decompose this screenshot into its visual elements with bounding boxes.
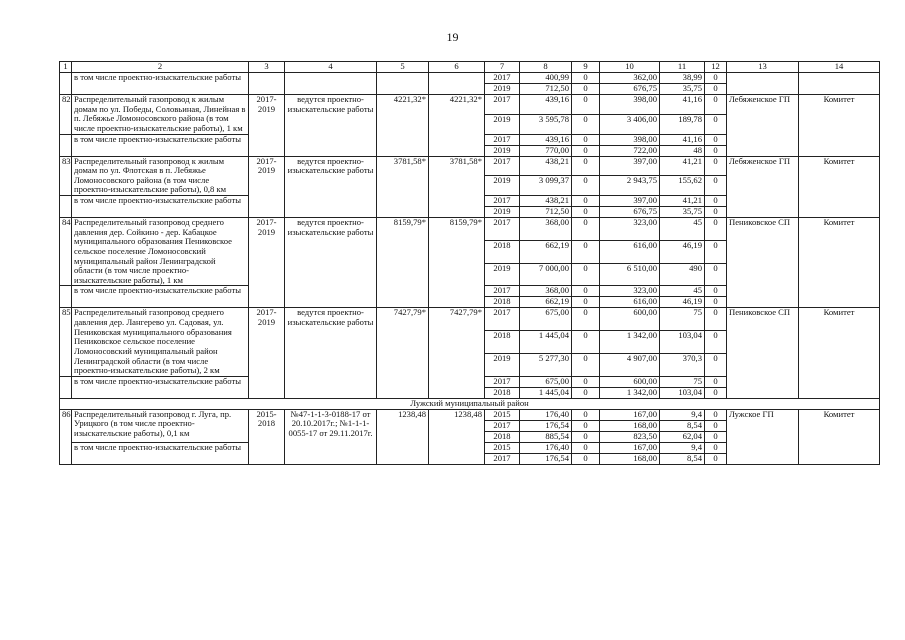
- total-cell: 438,21: [520, 196, 572, 207]
- column-number: 7: [485, 62, 520, 73]
- other-cell: 0: [705, 409, 727, 420]
- regional-cell: 2 943,75: [600, 176, 660, 196]
- federal-cell: 0: [572, 387, 600, 398]
- period-cell: 2017-2019: [249, 156, 285, 218]
- customer-cell: Комитет: [799, 308, 880, 398]
- total-cell: 1 445,04: [520, 331, 572, 354]
- cost-cell: 8159,79*: [377, 218, 429, 308]
- municipality-cell: Лебяженское ГП: [727, 156, 799, 218]
- table-row: [60, 218, 880, 241]
- total-cell: 5 277,30: [520, 353, 572, 376]
- table-row: [60, 156, 880, 176]
- federal-cell: 0: [572, 263, 600, 286]
- other-cell: 0: [705, 95, 727, 115]
- object-name: Распределительный газопровод среднего давления дер. Сойкино - дер. Кабацкое муниципального образования Пениковское сельское поселение Ломоносовский муниципальный район Ленинградской области (в том числе проектно-изыскательские работы), 1 км: [72, 218, 249, 286]
- customer-cell: Комитет: [799, 95, 880, 157]
- total-cell: 400,99: [520, 73, 572, 84]
- column-number-row: [60, 62, 880, 73]
- federal-cell: 0: [572, 134, 600, 145]
- regional-cell: 362,00: [600, 73, 660, 84]
- regional-cell: 616,00: [600, 240, 660, 263]
- federal-cell: 0: [572, 286, 600, 297]
- period-cell: 2017-2019: [249, 95, 285, 157]
- row-number: [60, 286, 72, 308]
- total-cell: 438,21: [520, 156, 572, 176]
- regional-cell: 1 342,00: [600, 387, 660, 398]
- other-cell: 0: [705, 286, 727, 297]
- cost-remaining-cell: 8159,79*: [429, 218, 485, 308]
- year-cell: 2017: [485, 376, 520, 387]
- regional-cell: 168,00: [600, 453, 660, 464]
- other-cell: 0: [705, 240, 727, 263]
- federal-cell: 0: [572, 156, 600, 176]
- other-cell: 0: [705, 263, 727, 286]
- year-cell: 2017: [485, 308, 520, 331]
- total-cell: 675,00: [520, 376, 572, 387]
- year-cell: 2019: [485, 84, 520, 95]
- other-cell: 0: [705, 218, 727, 241]
- federal-cell: 0: [572, 176, 600, 196]
- status-cell: ведутся проектно-изыскательские работы: [285, 156, 377, 218]
- total-cell: 176,40: [520, 442, 572, 453]
- other-cell: 0: [705, 431, 727, 442]
- local-cell: 62,04: [660, 431, 705, 442]
- column-number: 2: [72, 62, 249, 73]
- federal-cell: 0: [572, 73, 600, 84]
- local-cell: 103,04: [660, 331, 705, 354]
- object-name: в том числе проектно-изыскательские работы: [72, 73, 249, 95]
- row-number: 85: [60, 308, 72, 376]
- status-cell: ведутся проектно-изыскательские работы: [285, 218, 377, 308]
- other-cell: 0: [705, 84, 727, 95]
- other-cell: 0: [705, 353, 727, 376]
- column-number: 12: [705, 62, 727, 73]
- row-number: [60, 376, 72, 398]
- regional-cell: 4 907,00: [600, 353, 660, 376]
- total-cell: 675,00: [520, 308, 572, 331]
- row-number: 83: [60, 156, 72, 196]
- total-cell: 176,40: [520, 409, 572, 420]
- total-cell: 885,54: [520, 431, 572, 442]
- local-cell: 155,62: [660, 176, 705, 196]
- local-cell: 35,75: [660, 84, 705, 95]
- period-cell: 2017-2019: [249, 308, 285, 398]
- column-number: 4: [285, 62, 377, 73]
- regional-cell: 167,00: [600, 442, 660, 453]
- cost-remaining-cell: 1238,48: [429, 409, 485, 464]
- local-cell: 46,19: [660, 240, 705, 263]
- year-cell: 2017: [485, 95, 520, 115]
- regional-cell: 398,00: [600, 134, 660, 145]
- other-cell: 0: [705, 442, 727, 453]
- other-cell: 0: [705, 308, 727, 331]
- local-cell: 9,4: [660, 409, 705, 420]
- year-cell: 2017: [485, 196, 520, 207]
- year-cell: 2019: [485, 263, 520, 286]
- total-cell: 712,50: [520, 84, 572, 95]
- federal-cell: 0: [572, 114, 600, 134]
- customer-cell: Комитет: [799, 409, 880, 464]
- cost-cell: [377, 73, 429, 95]
- year-cell: 2017: [485, 420, 520, 431]
- customer-cell: Комитет: [799, 156, 880, 218]
- column-number: 6: [429, 62, 485, 73]
- local-cell: 45: [660, 286, 705, 297]
- federal-cell: 0: [572, 453, 600, 464]
- municipality-cell: Пениковское СП: [727, 218, 799, 308]
- federal-cell: 0: [572, 308, 600, 331]
- local-cell: 48: [660, 145, 705, 156]
- other-cell: 0: [705, 73, 727, 84]
- year-cell: 2019: [485, 353, 520, 376]
- regional-cell: 398,00: [600, 95, 660, 115]
- cost-remaining-cell: 4221,32*: [429, 95, 485, 157]
- local-cell: 8,54: [660, 420, 705, 431]
- regional-cell: 600,00: [600, 376, 660, 387]
- other-cell: 0: [705, 114, 727, 134]
- regional-cell: 676,75: [600, 84, 660, 95]
- year-cell: 2019: [485, 176, 520, 196]
- federal-cell: 0: [572, 376, 600, 387]
- year-cell: 2017: [485, 286, 520, 297]
- status-cell: №47-1-1-3-0188-17 от 20.10.2017г.; №1-1-1-0055-17 от 29.11.2017г.: [285, 409, 377, 464]
- period-cell: 2017-2019: [249, 218, 285, 308]
- object-name: Распределительный газопровод к жилым домам по ул. Флотская в п. Лебяжье Ломоносовского района (в том числе проектно-изыскательские работы), 0,8 км: [72, 156, 249, 196]
- cost-cell: 3781,58*: [377, 156, 429, 218]
- cost-remaining-cell: [429, 73, 485, 95]
- other-cell: 0: [705, 156, 727, 176]
- regional-cell: 323,00: [600, 218, 660, 241]
- object-name: в том числе проектно-изыскательские работы: [72, 134, 249, 156]
- status-cell: ведутся проектно-изыскательские работы: [285, 308, 377, 398]
- regional-cell: 823,50: [600, 431, 660, 442]
- row-number: 84: [60, 218, 72, 286]
- year-cell: 2018: [485, 240, 520, 263]
- object-name: в том числе проектно-изыскательские работы: [72, 286, 249, 308]
- object-name: Распределительный газопровод г. Луга, пр. Урицкого (в том числе проектно-изыскательские работы), 0,1 км: [72, 409, 249, 442]
- cost-remaining-cell: 7427,79*: [429, 308, 485, 398]
- regional-cell: 397,00: [600, 196, 660, 207]
- federal-cell: 0: [572, 218, 600, 241]
- local-cell: 9,4: [660, 442, 705, 453]
- row-number: [60, 134, 72, 156]
- cost-cell: 7427,79*: [377, 308, 429, 398]
- regional-cell: 3 406,00: [600, 114, 660, 134]
- total-cell: 3 595,78: [520, 114, 572, 134]
- other-cell: 0: [705, 453, 727, 464]
- local-cell: 35,75: [660, 207, 705, 218]
- federal-cell: 0: [572, 409, 600, 420]
- year-cell: 2018: [485, 431, 520, 442]
- year-cell: 2018: [485, 297, 520, 308]
- federal-cell: 0: [572, 207, 600, 218]
- local-cell: 490: [660, 263, 705, 286]
- other-cell: 0: [705, 134, 727, 145]
- local-cell: 75: [660, 376, 705, 387]
- year-cell: 2015: [485, 409, 520, 420]
- object-name: Распределительный газопровод к жилым домам по ул. Победы, Соловьиная, Линейная в п. Лебяжье Ломоносовского района (в том числе проектно-изыскательские работы), 1 км: [72, 95, 249, 135]
- federal-cell: 0: [572, 196, 600, 207]
- federal-cell: 0: [572, 145, 600, 156]
- column-number: 8: [520, 62, 572, 73]
- total-cell: 712,50: [520, 207, 572, 218]
- federal-cell: 0: [572, 353, 600, 376]
- local-cell: 8,54: [660, 453, 705, 464]
- year-cell: 2017: [485, 218, 520, 241]
- customer-cell: [799, 73, 880, 95]
- regional-cell: 600,00: [600, 308, 660, 331]
- federal-cell: 0: [572, 95, 600, 115]
- table-row: [60, 308, 880, 331]
- total-cell: 662,19: [520, 297, 572, 308]
- local-cell: 41,16: [660, 134, 705, 145]
- status-cell: [285, 73, 377, 95]
- regional-cell: 168,00: [600, 420, 660, 431]
- table-row: [60, 95, 880, 115]
- cost-cell: 1238,48: [377, 409, 429, 464]
- total-cell: 439,16: [520, 134, 572, 145]
- year-cell: 2019: [485, 207, 520, 218]
- regional-cell: 6 510,00: [600, 263, 660, 286]
- federal-cell: 0: [572, 431, 600, 442]
- municipality-cell: [727, 73, 799, 95]
- total-cell: 439,16: [520, 95, 572, 115]
- total-cell: 662,19: [520, 240, 572, 263]
- customer-cell: Комитет: [799, 218, 880, 308]
- column-number: 14: [799, 62, 880, 73]
- column-number: 5: [377, 62, 429, 73]
- federal-cell: 0: [572, 331, 600, 354]
- local-cell: 41,21: [660, 196, 705, 207]
- object-name: в том числе проектно-изыскательские работы: [72, 376, 249, 398]
- municipality-cell: Пениковское СП: [727, 308, 799, 398]
- investment-program-table: [59, 61, 880, 465]
- period-cell: [249, 73, 285, 95]
- regional-cell: 397,00: [600, 156, 660, 176]
- federal-cell: 0: [572, 84, 600, 95]
- local-cell: 103,04: [660, 387, 705, 398]
- object-name: Распределительный газопровод среднего давления дер. Лангерево ул. Садовая, ул. Пениковская муниципального образования Пениковское сельское поселение Ломоносовский муниципальный район Ленинградской области (в том числе проектно-изыскательские работы), 2 км: [72, 308, 249, 376]
- row-number: 82: [60, 95, 72, 135]
- table-row: [60, 409, 880, 420]
- year-cell: 2015: [485, 442, 520, 453]
- district-name: Лужский муниципальный район: [60, 398, 880, 409]
- municipality-cell: Лужское ГП: [727, 409, 799, 464]
- local-cell: 370,3: [660, 353, 705, 376]
- row-number: [60, 73, 72, 95]
- row-number: [60, 196, 72, 218]
- year-cell: 2019: [485, 114, 520, 134]
- regional-cell: 323,00: [600, 286, 660, 297]
- year-cell: 2018: [485, 331, 520, 354]
- local-cell: 46,19: [660, 297, 705, 308]
- status-cell: ведутся проектно-изыскательские работы: [285, 95, 377, 157]
- other-cell: 0: [705, 145, 727, 156]
- total-cell: 368,00: [520, 286, 572, 297]
- regional-cell: 167,00: [600, 409, 660, 420]
- column-number: 10: [600, 62, 660, 73]
- other-cell: 0: [705, 176, 727, 196]
- period-cell: 2015-2018: [249, 409, 285, 464]
- federal-cell: 0: [572, 240, 600, 263]
- regional-cell: 676,75: [600, 207, 660, 218]
- local-cell: 45: [660, 218, 705, 241]
- local-cell: 41,21: [660, 156, 705, 176]
- year-cell: 2019: [485, 145, 520, 156]
- regional-cell: 1 342,00: [600, 331, 660, 354]
- row-number: 86: [60, 409, 72, 464]
- column-number: 1: [60, 62, 72, 73]
- column-number: 9: [572, 62, 600, 73]
- year-cell: 2018: [485, 387, 520, 398]
- total-cell: 1 445,04: [520, 387, 572, 398]
- other-cell: 0: [705, 207, 727, 218]
- year-cell: 2017: [485, 73, 520, 84]
- other-cell: 0: [705, 196, 727, 207]
- cost-remaining-cell: 3781,58*: [429, 156, 485, 218]
- local-cell: 189,78: [660, 114, 705, 134]
- local-cell: 41,16: [660, 95, 705, 115]
- object-name: в том числе проектно-изыскательские работы: [72, 442, 249, 464]
- total-cell: 7 000,00: [520, 263, 572, 286]
- district-row: [60, 398, 880, 409]
- regional-cell: 616,00: [600, 297, 660, 308]
- total-cell: 176,54: [520, 420, 572, 431]
- total-cell: 368,00: [520, 218, 572, 241]
- column-number: 3: [249, 62, 285, 73]
- cost-cell: 4221,32*: [377, 95, 429, 157]
- municipality-cell: Лебяженское ГП: [727, 95, 799, 157]
- other-cell: 0: [705, 420, 727, 431]
- table-row: [60, 73, 880, 84]
- column-number: 13: [727, 62, 799, 73]
- local-cell: 38,99: [660, 73, 705, 84]
- total-cell: 176,54: [520, 453, 572, 464]
- other-cell: 0: [705, 376, 727, 387]
- page-number: 19: [446, 30, 459, 44]
- year-cell: 2017: [485, 453, 520, 464]
- federal-cell: 0: [572, 442, 600, 453]
- column-number: 11: [660, 62, 705, 73]
- object-name: в том числе проектно-изыскательские работы: [72, 196, 249, 218]
- federal-cell: 0: [572, 297, 600, 308]
- local-cell: 75: [660, 308, 705, 331]
- table-body: [60, 73, 880, 465]
- year-cell: 2017: [485, 156, 520, 176]
- regional-cell: 722,00: [600, 145, 660, 156]
- total-cell: 770,00: [520, 145, 572, 156]
- other-cell: 0: [705, 331, 727, 354]
- year-cell: 2017: [485, 134, 520, 145]
- other-cell: 0: [705, 387, 727, 398]
- other-cell: 0: [705, 297, 727, 308]
- total-cell: 3 099,37: [520, 176, 572, 196]
- federal-cell: 0: [572, 420, 600, 431]
